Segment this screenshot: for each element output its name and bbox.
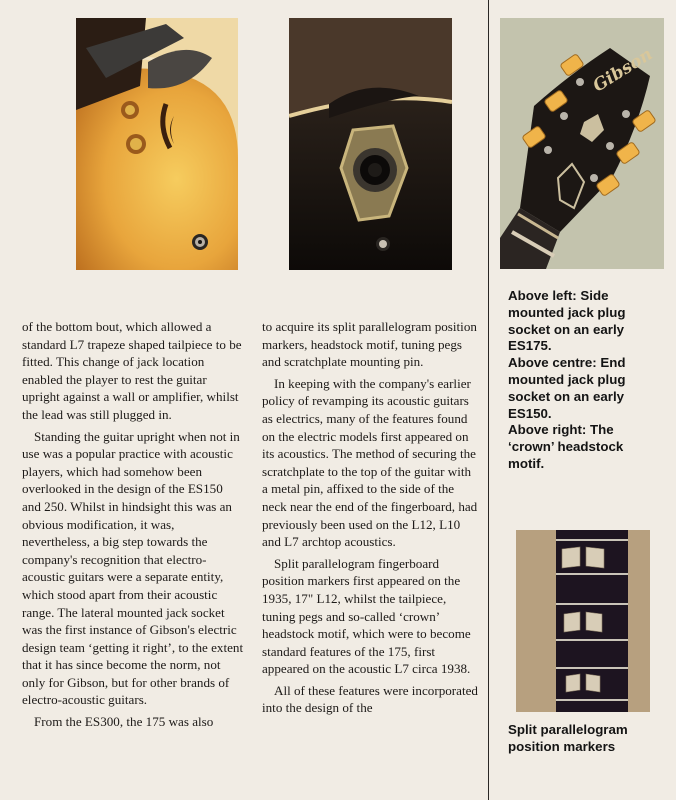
column-divider	[488, 0, 489, 800]
photo-crown-headstock	[500, 18, 664, 269]
photo-end-jack-es150	[289, 18, 452, 270]
paragraph: From the ES300, the 175 was also	[34, 714, 214, 730]
side-jack-illustration	[76, 18, 238, 270]
caption-photos-top	[508, 288, 658, 473]
paragraph: to acquire its split parallelogram position markers, headstock motif, tuning pegs and scratchplate mounting pin.	[262, 319, 477, 370]
article-column-2	[262, 318, 480, 717]
paragraph: Split parallelogram fingerboard position markers first appeared on the 1935, 17" L12, whilst the tailpiece, tuning pegs and so-called ‘crown’ headstock motif, which were to become standard features of the 175, first appeared on the acoustic L7 circa 1938.	[262, 555, 471, 677]
caption-line: Above right: The ‘crown’ headstock motif.	[508, 422, 624, 471]
photo-side-jack-es175	[76, 18, 238, 270]
caption-position-markers	[508, 722, 658, 756]
end-jack-illustration	[289, 18, 452, 270]
headstock-illustration	[500, 18, 664, 269]
fingerboard-illustration	[516, 530, 650, 712]
paragraph: In keeping with the company's earlier policy of revamping its acoustic guitars as electrics, many of the features found on the electric models first appeared on its acoustics. The method of securing the scratchplate to the top of the guitar with a metal pin, affixed to the side of the neck near the end of the fingerboard, had previously been used on the L12, L10 and L7 archtop acoustics.	[262, 375, 478, 550]
paragraph: Standing the guitar upright when not in use was a popular practice with acoustic players, which had somehow been overlooked in the design of the ES150 and 250. Whilst in hindsight this was an obvious modification, it was, nevertheless, a big step towards the company's recognition that electro-acoustic guitars were a separate entity, which stood apart from their acoustic range. The lateral mounted jack socket was the first instance of Gibson's electric design team ‘getting it right’, to the extent that it has since become the norm, not only for Gibson, but for other brands of electro-acoustic guitars.	[22, 428, 244, 708]
paragraph: of the bottom bout, which allowed a standard L7 trapeze shaped tailpiece to be fitted. This change of jack location enabled the player to rest the guitar upright against a wall or amplifier, whilst the lead was still plugged in.	[22, 319, 242, 422]
caption-line: Above left: Side mounted jack plug socket on an early ES175.	[508, 288, 626, 354]
article-column-1	[22, 318, 244, 731]
caption-line: Split parallelogram position markers	[508, 722, 628, 754]
caption-line: Above centre: End mounted jack plug socket on an early ES150.	[508, 355, 626, 421]
photo-position-markers	[516, 530, 650, 712]
gibson-logo-text: Gibson	[589, 44, 657, 97]
paragraph: All of these features were incorporated into the design of the	[262, 682, 478, 716]
